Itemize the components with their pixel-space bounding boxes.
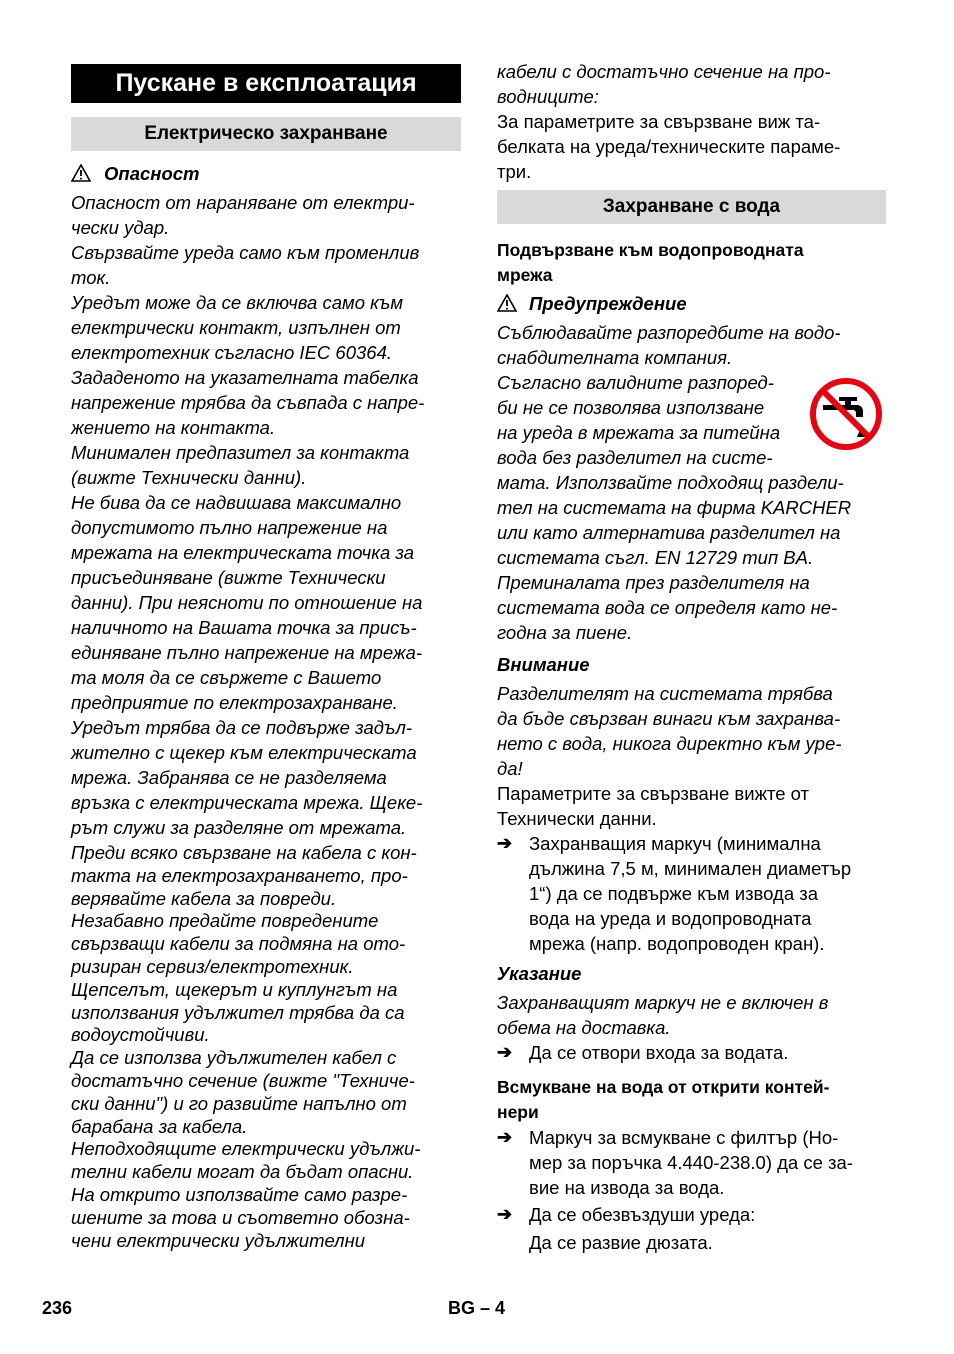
arrow-right-icon: ➔ <box>497 1127 513 1147</box>
step-unscrew-nozzle: Да се развие дюзата. <box>529 1232 713 1253</box>
danger-label: Опасност <box>104 163 200 184</box>
arrow-right-icon: ➔ <box>497 1204 513 1224</box>
danger-text-continued: Преди всяко свързване на кабела с кон- такта на електрозахранването, про- верявайте кабела за повреди. Незабавно предайте повредените свързващи кабели за подмяна на ото- ризиран сервиз/електротехник. Щепселът, щекерът и куплунгът на използвания удължител трябва да са водоустойчиви. Да се използва удължителен кабел с достатъчно сечение (вижте "Техниче- ски данни") и го развийте напълно от барабана за кабела. Неподходящите електрически удължи- телни кабели могат да бъдат опасни. На открито използвайте само разре- шените за това и съответно обозна- чени електрически удължителни <box>71 842 421 1251</box>
warning-triangle-icon <box>497 294 517 312</box>
arrow-right-icon: ➔ <box>497 1042 513 1062</box>
danger-text: Опасност от нараняване от електри- чески удар. Свързвайте уреда само към променлив ток. Уредът може да се включва само към електрически контакт, изпълнен от електротехник съгласно IEC 60364. Зададеното на указателната табелка напрежение трябва да съвпада с напре- жението на контакта. Минимален предпазител за контакта (вижте Технически данни). Не бива да се надвишава максимално допустимото пълно напрежение на мрежата на електрическата точка за присъединяване (вижте Технически данни). При неяснoти по отношение на наличното на Вашата точка за присъ- единяване пълно напрежение на мрежа- та моля да се свържете с Вашето предприятие по електрозахранване. Уредът трябва да се подвърже задъл- жително с щекер към електрическата мрежа. Забранява се не разделяема връзка с електрическата мрежа. Щеке- рът служи за разделяне от мрежата. <box>71 192 425 838</box>
warning-text-continued: мата. Използвайте подходящ раздели- тел на системата на фирма KARCHER или като алтернатива разделител на системата съгл. EN 12729 тип BA. Преминалата през разделителя на системата вода се определя като не- годна за пиене. <box>497 472 852 643</box>
note-text: Захранващият маркуч не е включен в обема на доставка. <box>497 992 829 1038</box>
page-code: BG – 4 <box>448 1298 506 1318</box>
arrow-right-icon: ➔ <box>497 833 513 853</box>
warning-text: Съблюдавайте разпоредбите на водо- снабдителната компания. Съгласно валидните разпоред- би не се позволява използване на уреда в мрежата за питейна вода без разделител на систе- <box>497 322 841 468</box>
warning-label: Предупреждение <box>529 293 687 314</box>
step-open-water-inlet: Да се отвори входа за водата. <box>529 1042 789 1063</box>
cable-text-continued: кабели с достатъчно сечение на про- водниците: <box>497 61 831 107</box>
step-connect-hose: Захранващия маркуч (минимална дължина 7,5 м, минимален диаметър 1“) да се подвърже към извода за вода на уреда и водопроводната мрежа (напр. водопроводен кран). <box>529 833 852 954</box>
note-label: Указание <box>497 963 582 984</box>
page-number: 236 <box>42 1298 73 1318</box>
connection-params-text-2: Параметрите за свързване вижте от Технически данни. <box>497 783 809 829</box>
attention-text: Разделителят на системата трябва да бъде свързван винаги към захранва- нето с вода, никога директно към уре- да! <box>497 683 842 779</box>
attention-label: Внимание <box>497 654 590 675</box>
section-title-water: Захранване с вода <box>497 190 886 224</box>
subheading-water-network: Подвързване към водопроводната мрежа <box>497 240 804 285</box>
step-vent-device: Да се обезвъздуши уреда: <box>529 1204 756 1225</box>
subheading-suction-water: Всмукване на вода от открити контей- нери <box>497 1077 830 1122</box>
page-title: Пускане в експлоатация <box>71 64 461 103</box>
section-title-electrical: Електрическо захранване <box>71 117 461 151</box>
warning-triangle-icon <box>71 164 91 182</box>
no-drinking-water-icon <box>809 377 883 451</box>
step-suction-hose: Маркуч за всмукване с филтър (Но- мер за поръчка 4.440-238.0) да се за- вие на извода за вода. <box>529 1127 853 1198</box>
connection-params-text: За параметрите за свързване виж та- белката на уреда/техническите параме- три. <box>497 111 841 182</box>
